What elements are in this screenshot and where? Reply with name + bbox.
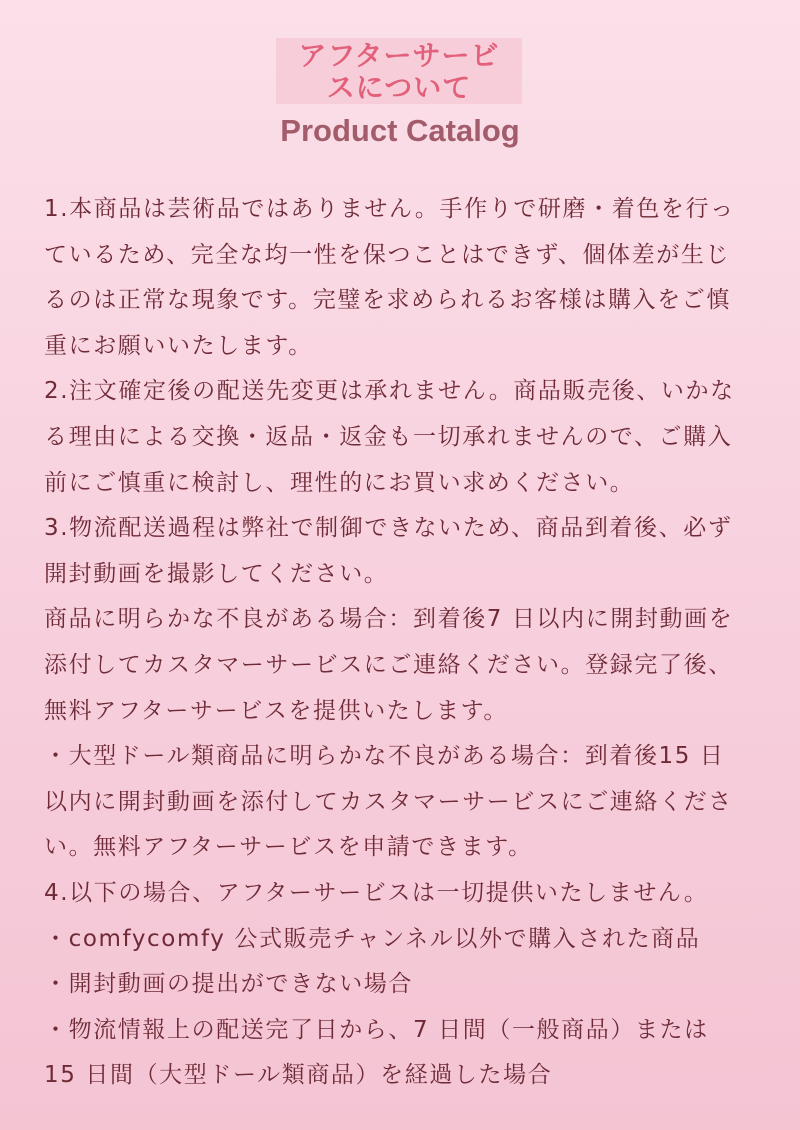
text-line: 前にご慎重に検討し、理性的にお買い求めください。 xyxy=(44,469,635,496)
text-line: 無料アフターサービスを提供いたします。 xyxy=(44,697,508,724)
text-line: い。無料アフターサービスを申請できます。 xyxy=(44,834,533,861)
text-line: 2.注文確定後の配送先変更は承れません。商品販売後、いかな xyxy=(44,378,735,405)
text-line: 開封動画を撮影してください。 xyxy=(44,560,389,587)
text-line: 15 日間（大型ドール類商品）を経過した場合 xyxy=(44,1062,553,1089)
page-title-line-2: スについて xyxy=(326,71,472,104)
text-line: 重にお願いいたします。 xyxy=(44,332,313,359)
text-line: 商品に明らかな不良がある場合：到着後7 日以内に開封動画を xyxy=(44,606,734,633)
page-title-line-1: アフターサービ xyxy=(298,39,500,72)
title-box xyxy=(276,38,522,104)
policy-text xyxy=(44,187,774,1099)
text-line: ・comfycomfy 公式販売チャンネル以外で購入された商品 xyxy=(44,925,701,952)
text-line: 1.本商品は芸術品ではありません。手作りで研磨・着色を行っ xyxy=(44,196,735,222)
text-line: ているため、完全な均一性を保つことはできず、個体差が生じ xyxy=(44,241,731,268)
page-subtitle: Product Catalog xyxy=(280,113,520,148)
text-line: 4.以下の場合、アフターサービスは一切提供いたしません。 xyxy=(44,879,709,906)
text-line: 以内に開封動画を添付してカスタマーサービスにご連絡くださ xyxy=(44,788,733,815)
text-line: ・大型ドール類商品に明らかな不良がある場合：到着後15 日 xyxy=(44,743,725,770)
text-line: るのは正常な現象です。完璧を求められるお客様は購入をご慎 xyxy=(44,287,731,314)
text-line: 3.物流配送過程は弊社で制御できないため、商品到着後、必ず xyxy=(44,515,733,542)
text-line: ・物流情報上の配送完了日から、7 日間（一般商品）または xyxy=(44,1016,709,1043)
text-line: 添付してカスタマーサービスにご連絡ください。登録完了後、 xyxy=(44,651,733,678)
text-line: る理由による交換・返品・返金も一切承れませんので、ご購入 xyxy=(44,423,733,450)
text-line: ・開封動画の提出ができない場合 xyxy=(44,971,413,998)
